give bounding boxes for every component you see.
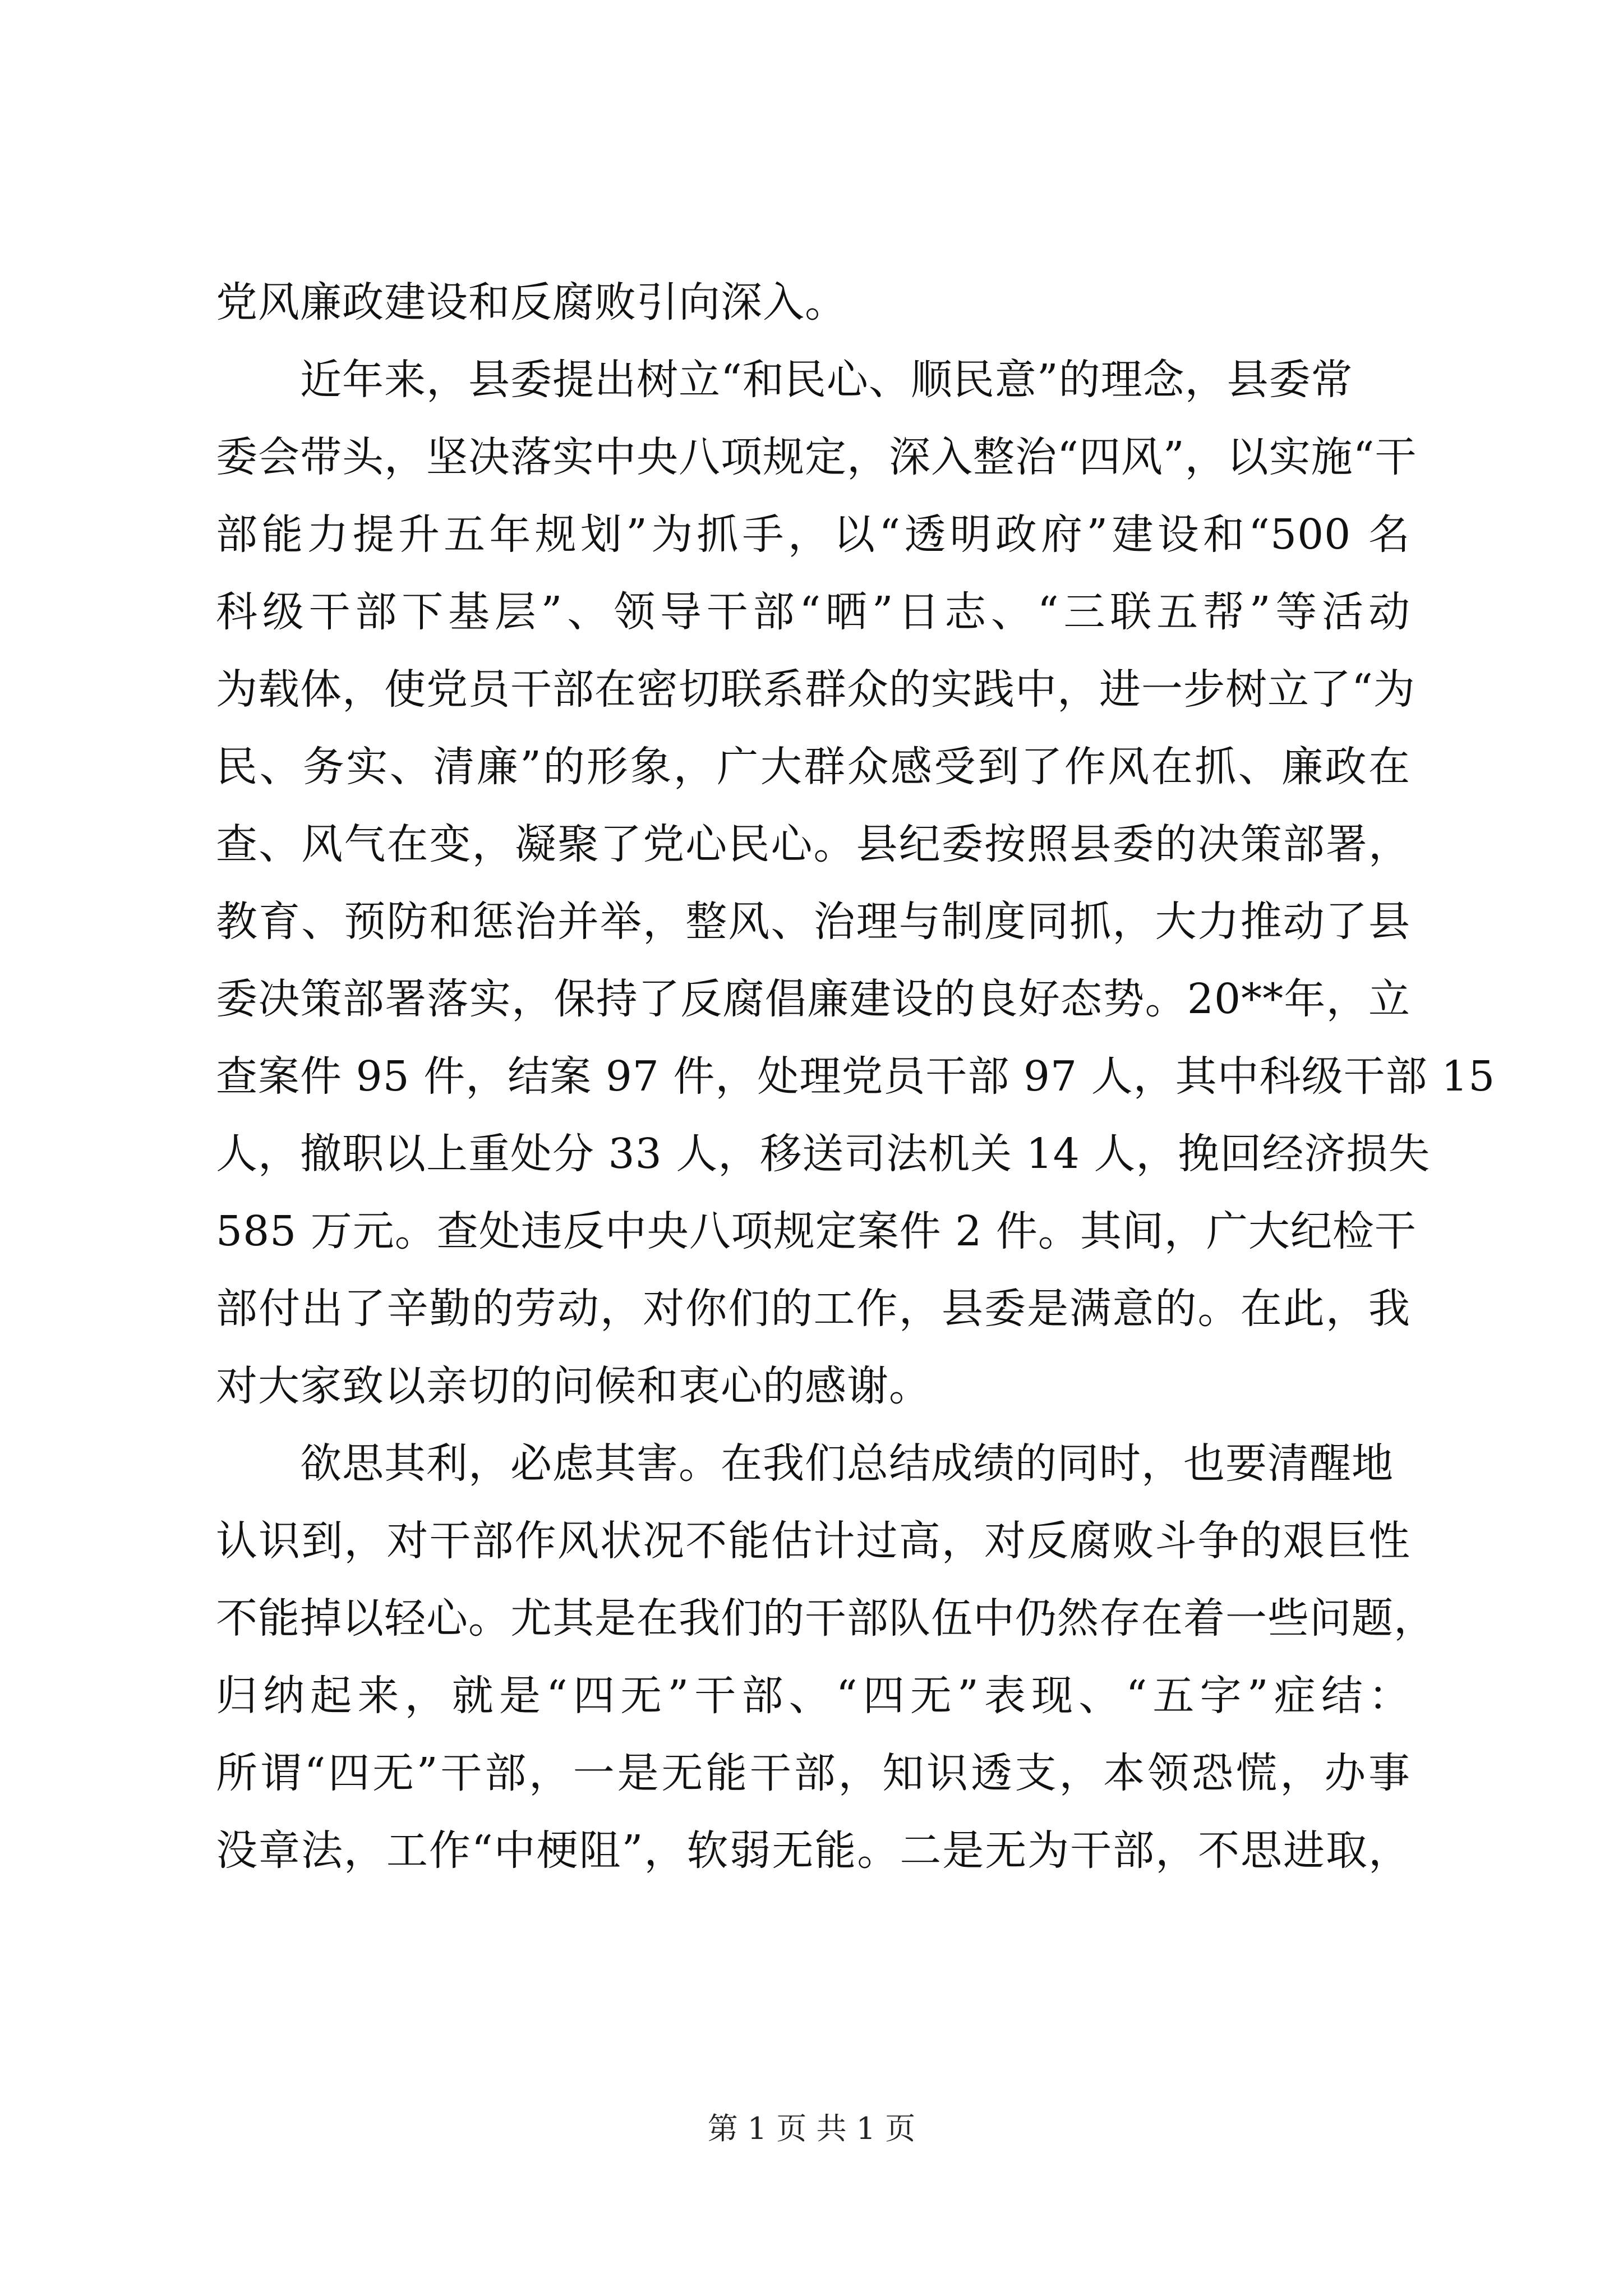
body-text xyxy=(216,264,1496,1889)
text-line: 部能力提升五年规划”为抓手，以“透明政府”建设和“500 名 xyxy=(216,510,1410,559)
page-number-label: 第 1 页 共 1 页 xyxy=(707,2111,916,2146)
text-line: 没章法，工作“中梗阻”，软弱无能。二是无为干部，不思进取， xyxy=(216,1826,1410,1875)
text-line: 委决策部署落实，保持了反腐倡廉建设的良好态势。20**年，立 xyxy=(216,975,1410,1023)
text-line: 教育、预防和惩治并举，整风、治理与制度同抓，大力推动了县 xyxy=(216,898,1410,946)
text-line: 党风廉政建设和反腐败引向深入。 xyxy=(216,278,847,326)
text-line: 归纳起来，就是“四无”干部、“四无”表现、“五字”症结： xyxy=(216,1672,1410,1720)
text-line: 近年来，县委提出树立“和民心、顺民意”的理念，县委常 xyxy=(300,356,1353,404)
page-footer xyxy=(0,2109,1623,2148)
text-line: 部付出了辛勤的劳动，对你们的工作，县委是满意的。在此，我 xyxy=(216,1285,1410,1333)
text-line: 认识到，对干部作风状况不能估计过高，对反腐败斗争的艰巨性 xyxy=(216,1517,1410,1565)
text-line: 科级干部下基层”、领导干部“晒”日志、“三联五帮”等活动 xyxy=(216,588,1410,636)
text-line: 为载体，使党员干部在密切联系群众的实践中，进一步树立了“为 xyxy=(216,665,1415,714)
text-line: 欲思其利，必虑其害。在我们总结成绩的同时，也要清醒地 xyxy=(300,1439,1394,1488)
text-line: 585 万元。查处违反中央八项规定案件 2 件。其间，广大纪检干 xyxy=(216,1207,1417,1255)
text-line: 民、务实、清廉”的形象，广大群众感受到了作风在抓、廉政在 xyxy=(216,743,1410,791)
text-line: 不能掉以轻心。尤其是在我们的干部队伍中仍然存在着一些问题， xyxy=(216,1594,1436,1642)
text-line: 所谓“四无”干部，一是无能干部，知识透支，本领恐慌，办事 xyxy=(216,1749,1410,1797)
text-line: 查案件 95 件，结案 97 件，处理党员干部 97 人，其中科级干部 15 xyxy=(216,1052,1496,1101)
text-line: 对大家致以亲切的问候和衷心的感谢。 xyxy=(216,1362,931,1410)
text-line: 查、风气在变，凝聚了党心民心。县纪委按照县委的决策部署， xyxy=(216,820,1410,868)
text-line: 委会带头，坚决落实中央八项规定，深入整治“四风”，以实施“干 xyxy=(216,433,1417,481)
text-line: 人，撤职以上重处分 33 人，移送司法机关 14 人，挽回经济损失 xyxy=(216,1130,1431,1178)
